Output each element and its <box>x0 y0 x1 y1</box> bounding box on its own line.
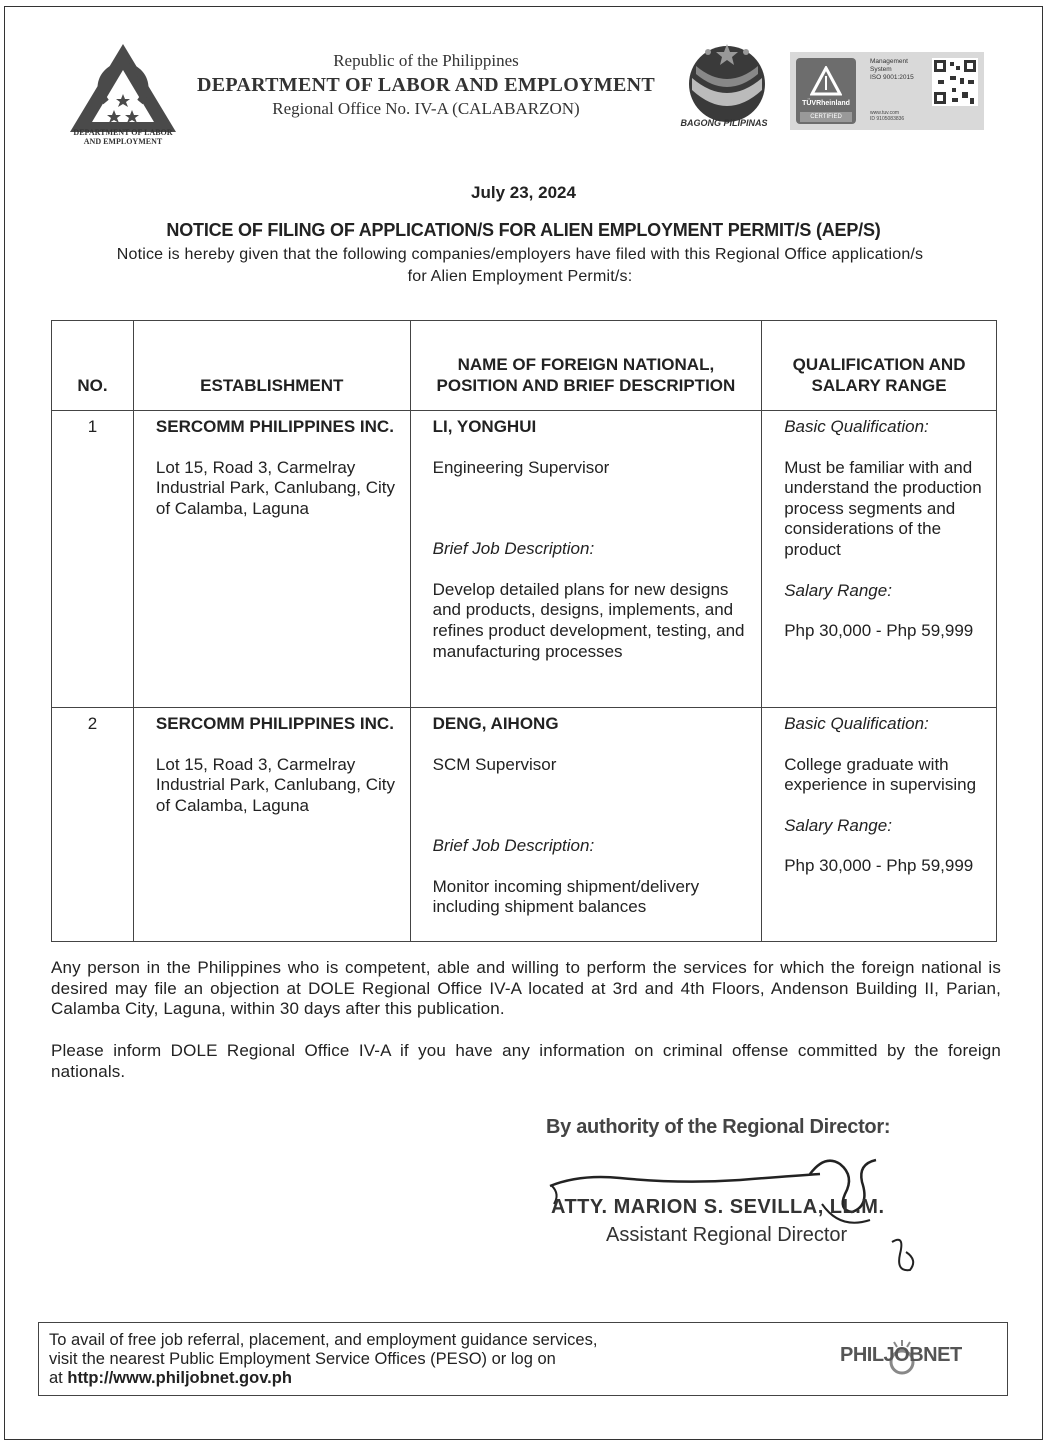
letterhead-office: Regional Office No. IV-A (CALABARZON) <box>272 99 580 118</box>
salary-range: Php 30,000 - Php 59,999 <box>784 621 974 641</box>
position: SCM Supervisor <box>432 754 557 774</box>
authority-line: By authority of the Regional Director: <box>546 1116 891 1138</box>
header-qualification: QUALIFICATION AND SALARY RANGE <box>762 321 997 411</box>
company-address: Lot 15, Road 3, Carmelray Industrial Park, Canlubang, City of Calamba, Laguna <box>155 457 395 518</box>
footer-line-3 <box>49 1369 597 1388</box>
row-number: 2 <box>52 708 134 942</box>
salary-label: Salary Range: <box>784 580 892 600</box>
row-number: 1 <box>52 411 134 708</box>
footer-line-2: visit the nearest Public Employment Service Offices (PESO) or log on <box>49 1350 556 1368</box>
tuv-logo <box>796 58 856 124</box>
header-no: NO. <box>52 321 134 411</box>
table-row <box>52 708 997 942</box>
tuv-certification-badge <box>790 52 984 130</box>
signatory-title: Assistant Regional Director <box>606 1224 848 1246</box>
philjobnet-logo-text: PHILJOBNET <box>840 1344 962 1366</box>
intro-line-1: Notice is hereby given that the following companies/employers have filed with this Regional Office application/s <box>116 246 924 263</box>
company-address: Lot 15, Road 3, Carmelray Industrial Park, Canlubang, City of Calamba, Laguna <box>155 754 395 815</box>
qualification: Must be familiar with and understand the production process segments and considerations of the product <box>784 457 982 559</box>
salary-range: Php 30,000 - Php 59,999 <box>784 856 974 876</box>
tuv-id-number: ID 9105083836 <box>870 116 905 122</box>
letterhead <box>196 50 656 120</box>
letterhead-department: DEPARTMENT OF LABOR AND EMPLOYMENT <box>196 74 656 96</box>
aep-applications-table <box>51 320 997 942</box>
philjobnet-logo <box>840 1338 980 1378</box>
letterhead-country: Republic of the Philippines <box>333 51 519 70</box>
notice-intro <box>70 244 970 288</box>
qualification-label: Basic Qualification: <box>784 714 929 733</box>
footer-text <box>49 1331 597 1388</box>
foreign-national-name: DENG, AIHONG <box>432 714 559 733</box>
table-header-row <box>52 321 997 411</box>
philjobnet-link[interactable]: http://www.philjobnet.gov.ph <box>67 1369 292 1387</box>
dole-logo-text: DEPARTMENT OF LABOR AND EMPLOYMENT <box>73 128 173 146</box>
position: Engineering Supervisor <box>432 457 610 477</box>
footer-line-3-prefix: at <box>49 1369 68 1387</box>
tuv-certified: CERTIFIED <box>800 112 852 122</box>
job-description: Monitor incoming shipment/delivery including shipment balances <box>432 876 700 917</box>
tuv-info-line: Management <box>870 58 908 65</box>
qualification-label: Basic Qualification: <box>784 417 929 436</box>
foreign-national-name: LI, YONGHUI <box>432 417 537 436</box>
footer-line-1: To avail of free job referral, placement, and employment guidance services, <box>49 1331 598 1349</box>
qualification: College graduate with experience in supervising <box>784 754 977 795</box>
salary-label: Salary Range: <box>784 815 892 835</box>
job-description-label: Brief Job Description: <box>432 836 595 856</box>
establishment-cell <box>133 411 410 708</box>
foreign-national-cell <box>410 708 762 942</box>
header-foreign-national: NAME OF FOREIGN NATIONAL, POSITION AND BRIEF DESCRIPTION <box>410 321 762 411</box>
notice-date: July 23, 2024 <box>471 183 576 202</box>
tuv-brand: TÜVRheinland <box>802 100 850 107</box>
qualification-cell <box>762 708 997 942</box>
tuv-info-line: ISO 9001:2015 <box>870 74 914 81</box>
bagong-pilipinas-text: BAGONG PILIPINAS <box>680 118 768 128</box>
establishment-cell <box>133 708 410 942</box>
intro-line-2: for Alien Employment Permit/s: <box>407 268 633 285</box>
qualification-cell <box>762 411 997 708</box>
tuv-info <box>870 58 914 82</box>
signatory-name: ATTY. MARION S. SEVILLA, LL.M. <box>551 1196 885 1218</box>
header-establishment: ESTABLISHMENT <box>133 321 410 411</box>
job-description: Develop detailed plans for new designs and products, designs, implements, and refines product development, testing, and manufacturing processes <box>432 579 745 661</box>
foreign-national-cell <box>410 411 762 708</box>
table-row <box>52 411 997 708</box>
notice-title: NOTICE OF FILING OF APPLICATION/S FOR ALIEN EMPLOYMENT PERMIT/S (AEP/S) <box>166 220 881 240</box>
company-name: SERCOMM PHILIPPINES INC. <box>155 714 394 733</box>
criminal-offense-paragraph: Please inform DOLE Regional Office IV-A if you have any information on criminal offense committed by the foreign nationals. <box>51 1041 1001 1081</box>
company-name: SERCOMM PHILIPPINES INC. <box>155 417 394 436</box>
job-description-label: Brief Job Description: <box>432 539 595 559</box>
tuv-info-line: System <box>870 66 892 73</box>
objection-paragraph: Any person in the Philippines who is competent, able and willing to perform the services for which the foreign national is desired may file an objection at DOLE Regional Office IV-A located at 3rd and 4th Floors, Andenson Building II, Parian, Calamba City, Laguna, within 30 days after this publication. <box>51 958 1001 1019</box>
qr-code-icon <box>932 58 978 106</box>
tuv-id <box>870 110 904 122</box>
tuv-triangle-icon <box>810 66 842 96</box>
tuv-url: www.tuv.com <box>870 110 900 116</box>
